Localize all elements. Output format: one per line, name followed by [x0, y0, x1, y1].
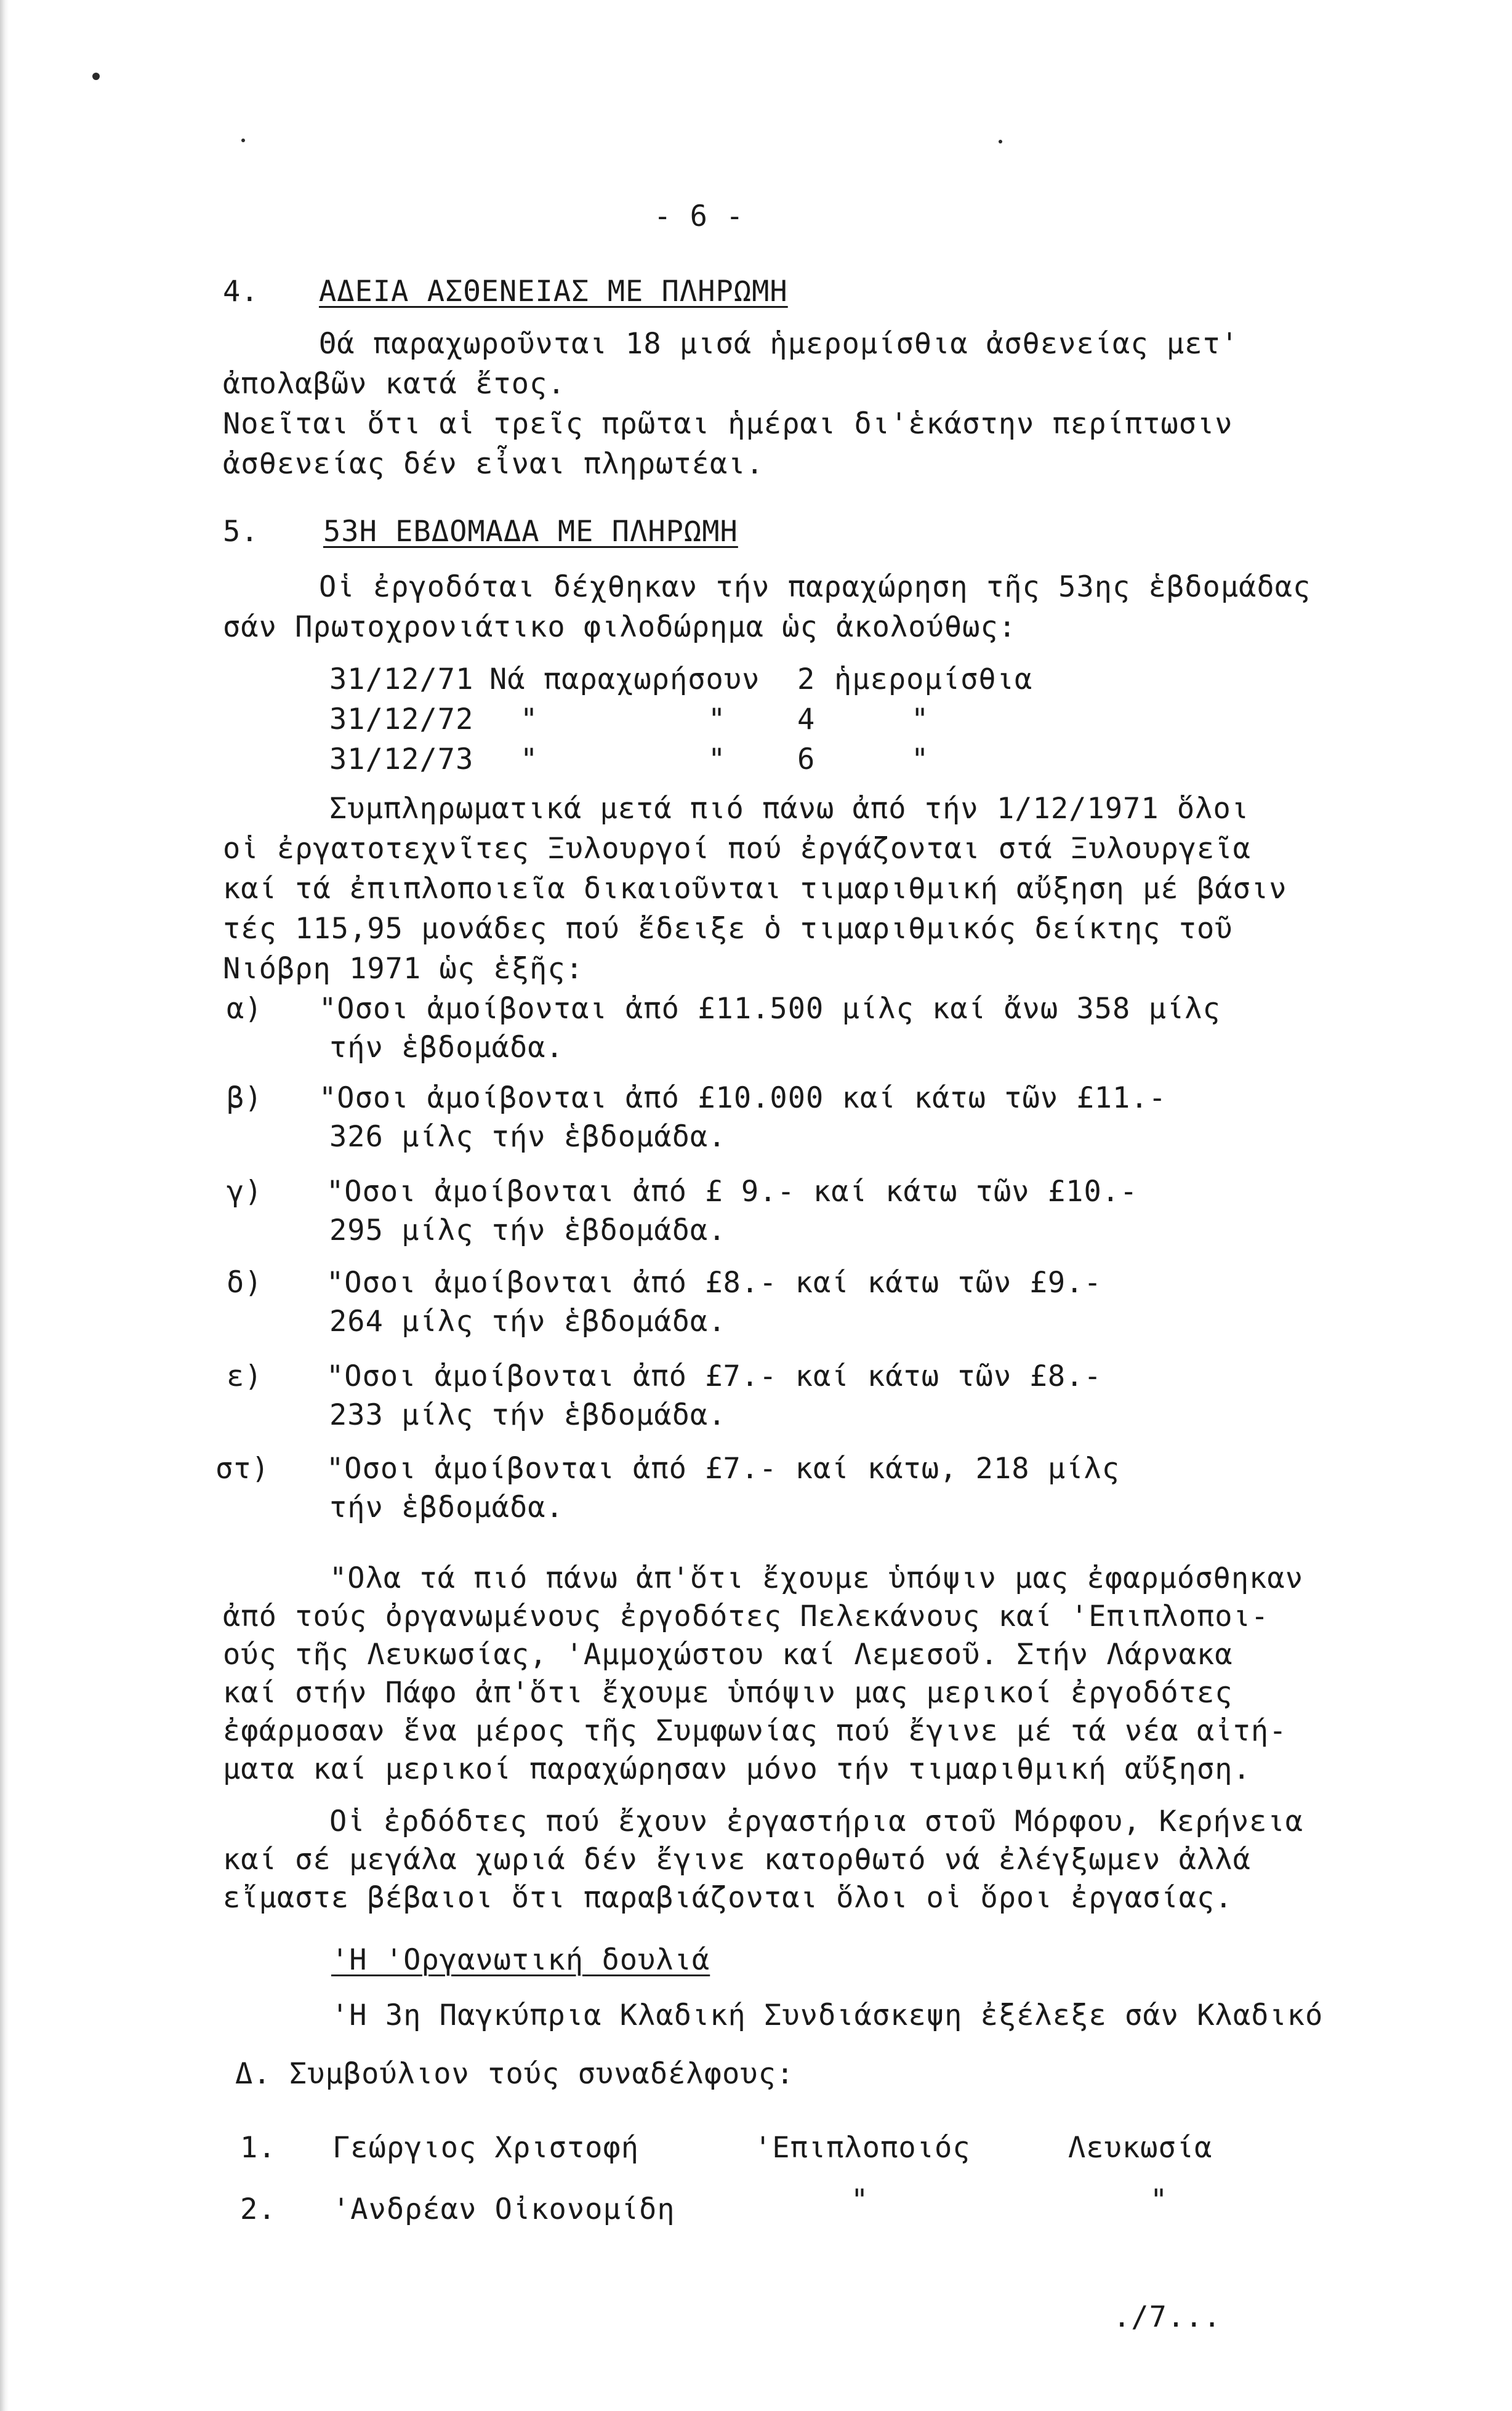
schedule-count: 6 — [797, 743, 816, 776]
wage-item-label: δ) — [227, 1266, 263, 1300]
schedule-count: 4 — [797, 702, 816, 736]
schedule-count: 2 — [797, 662, 816, 696]
schedule-unit: ἡμερομίσθια — [834, 662, 1033, 696]
wage-item-label: γ) — [227, 1175, 263, 1209]
schedule-date: 31/12/71 — [329, 662, 474, 696]
supplement-line: οἱ ἐργατοτεχνῖτες Ξυλουργοί πού ἐργάζονται στά Ξυλουργεῖα — [223, 832, 1251, 866]
scan-speck — [241, 139, 245, 142]
section-5-line: Οἱ ἐργοδόται δέχθηκαν τήν παραχώρηση τῆς 53ης ἑβδομάδας — [319, 570, 1311, 604]
scan-speck — [92, 73, 100, 80]
section-5-line: σάν Πρωτοχρονιάτικο φιλοδώρημα ὡς ἀκολούθως: — [223, 610, 1017, 644]
wage-item-label: β) — [227, 1081, 263, 1115]
member-trade: " — [851, 2183, 869, 2217]
page-number: - 6 - — [654, 199, 744, 233]
org-line: 'Η 3η Παγκύπρια Κλαδική Συνδιάσκεψη ἐξέλεξε σάν Κλαδικό — [331, 1998, 1324, 2032]
paragraph-line: "Ολα τά πιό πάνω ἀπ'ὅτι ἔχουμε ὑπόψιν μας ἐφαρμόσθηκαν — [329, 1561, 1304, 1595]
wage-item-line: τήν ἑβδομάδα. — [329, 1491, 564, 1524]
schedule-text: Νά παραχωρήσουν — [489, 662, 760, 696]
paragraph-line: ούς τῆς Λευκωσίας, 'Αμμοχώστου καί Λεμεσοῦ. Στήν Λάρνακα — [223, 1638, 1233, 1672]
member-number: 1. — [240, 2131, 276, 2165]
section-5-number: 5. — [223, 515, 259, 549]
wage-item-line: "Οσοι ἀμοίβονται ἀπό £11.500 μίλς καί ἄνω 358 μίλς — [319, 992, 1221, 1026]
section-4-line: ἀπολαβῶν κατά ἔτος. — [223, 367, 566, 401]
wage-item-line: 295 μίλς τήν ἑβδομάδα. — [329, 1214, 726, 1247]
wage-item-label: α) — [227, 992, 263, 1026]
section-5-heading: 53Η ΕΒΔΟΜΑΔΑ ΜΕ ΠΛΗΡΩΜΗ — [323, 515, 738, 549]
supplement-line: Συμπληρωματικά μετά πιό πάνω ἀπό τήν 1/12/1971 ὅλοι — [329, 792, 1250, 826]
schedule-date: 31/12/72 — [329, 702, 474, 736]
wage-item-line: "Οσοι ἀμοίβονται ἀπό £8.- καί κάτω τῶν £9.- — [326, 1266, 1102, 1300]
supplement-line: Νιόβρη 1971 ὡς ἑξῆς: — [223, 952, 584, 986]
supplement-line: τές 115,95 μονάδες πού ἔδειξε ὁ τιμαριθμικός δείκτης τοῦ — [223, 912, 1233, 946]
member-trade: 'Επιπλοποιός — [754, 2131, 971, 2165]
schedule-ditto: " — [520, 702, 539, 736]
org-line: Δ. Συμβούλιον τούς συναδέλφους: — [235, 2057, 795, 2091]
wage-item-line: 326 μίλς τήν ἑβδομάδα. — [329, 1120, 726, 1154]
member-city: " — [1150, 2183, 1168, 2217]
wage-item-line: τήν ἑβδομάδα. — [329, 1031, 564, 1065]
schedule-ditto: " — [708, 743, 726, 776]
wage-item-label: ε) — [227, 1359, 263, 1393]
schedule-ditto: " — [520, 743, 539, 776]
paragraph-line: καί σέ μεγάλα χωριά δέν ἔγινε κατορθωτό νά ἐλέγξωμεν ἀλλά — [223, 1843, 1251, 1877]
paragraph-line: ἐφάρμοσαν ἕνα μέρος τῆς Συμφωνίας πού ἔγινε μέ τά νέα αἰτή- — [223, 1714, 1287, 1748]
wage-item-label: στ) — [215, 1452, 270, 1486]
section-4-number: 4. — [223, 275, 259, 308]
schedule-ditto: " — [911, 702, 930, 736]
schedule-date: 31/12/73 — [329, 743, 474, 776]
wage-item-line: 233 μίλς τήν ἑβδομάδα. — [329, 1398, 726, 1432]
wage-item-line: "Οσοι ἀμοίβονται ἀπό £ 9.- καί κάτω τῶν £10.- — [326, 1175, 1138, 1209]
section-4-line: Νοεῖται ὅτι αἱ τρεῖς πρῶται ἡμέραι δι'ἑκάστην περίπτωσιν — [223, 407, 1233, 441]
wage-item-line: 264 μίλς τήν ἑβδομάδα. — [329, 1305, 726, 1338]
paragraph-line: καί στήν Πάφο ἀπ'ὅτι ἔχουμε ὑπόψιν μας μερικοί ἐργοδότες — [223, 1676, 1233, 1710]
member-city: Λευκωσία — [1068, 2131, 1213, 2165]
section-4-line: ἀσθενείας δέν εἶναι πληρωτέαι. — [223, 447, 764, 481]
member-name: Γεώργιος Χριστοφή — [332, 2131, 640, 2165]
scan-edge-shadow — [0, 0, 9, 2411]
continuation-marker: ./7... — [1113, 2300, 1221, 2334]
wage-item-line: "Οσοι ἀμοίβονται ἀπό £7.- καί κάτω τῶν £8.- — [326, 1359, 1102, 1393]
member-number: 2. — [240, 2192, 276, 2226]
scan-speck — [999, 140, 1002, 143]
paragraph-line: ματα καί μερικοί παραχώρησαν μόνο τήν τιμαριθμική αὔξηση. — [223, 1752, 1251, 1786]
member-name: 'Ανδρέαν Οἰκονομίδη — [332, 2192, 675, 2226]
paragraph-line: εἴμαστε βέβαιοι ὅτι παραβιάζονται ὅλοι οἱ ὅροι ἐργασίας. — [223, 1881, 1233, 1915]
wage-item-line: "Οσοι ἀμοίβονται ἀπό £10.000 καί κάτω τῶν £11.- — [319, 1081, 1167, 1115]
schedule-ditto: " — [911, 743, 930, 776]
section-4-heading: ΑΔΕΙΑ ΑΣΘΕΝΕΙΑΣ ΜΕ ΠΛΗΡΩΜΗ — [319, 275, 788, 308]
paragraph-line: Οἱ ἐρδόδτες πού ἔχουν ἐργαστήρια στοῦ Μόρφου, Κερήνεια — [329, 1805, 1304, 1838]
schedule-ditto: " — [708, 702, 726, 736]
paragraph-line: ἀπό τούς ὀργανωμένους ἐργοδότες Πελεκάνους καί 'Επιπλοποι- — [223, 1600, 1269, 1633]
org-heading: 'Η 'Οργανωτική δουλιά — [331, 1943, 710, 1977]
section-4-line: Θά παραχωροῦνται 18 μισά ἡμερομίσθια ἀσθενείας μετ' — [319, 327, 1239, 361]
wage-item-line: "Οσοι ἀμοίβονται ἀπό £7.- καί κάτω, 218 μίλς — [326, 1452, 1120, 1486]
supplement-line: καί τά ἐπιπλοποιεῖα δικαιοῦνται τιμαριθμική αὔξηση μέ βάσιν — [223, 872, 1287, 906]
